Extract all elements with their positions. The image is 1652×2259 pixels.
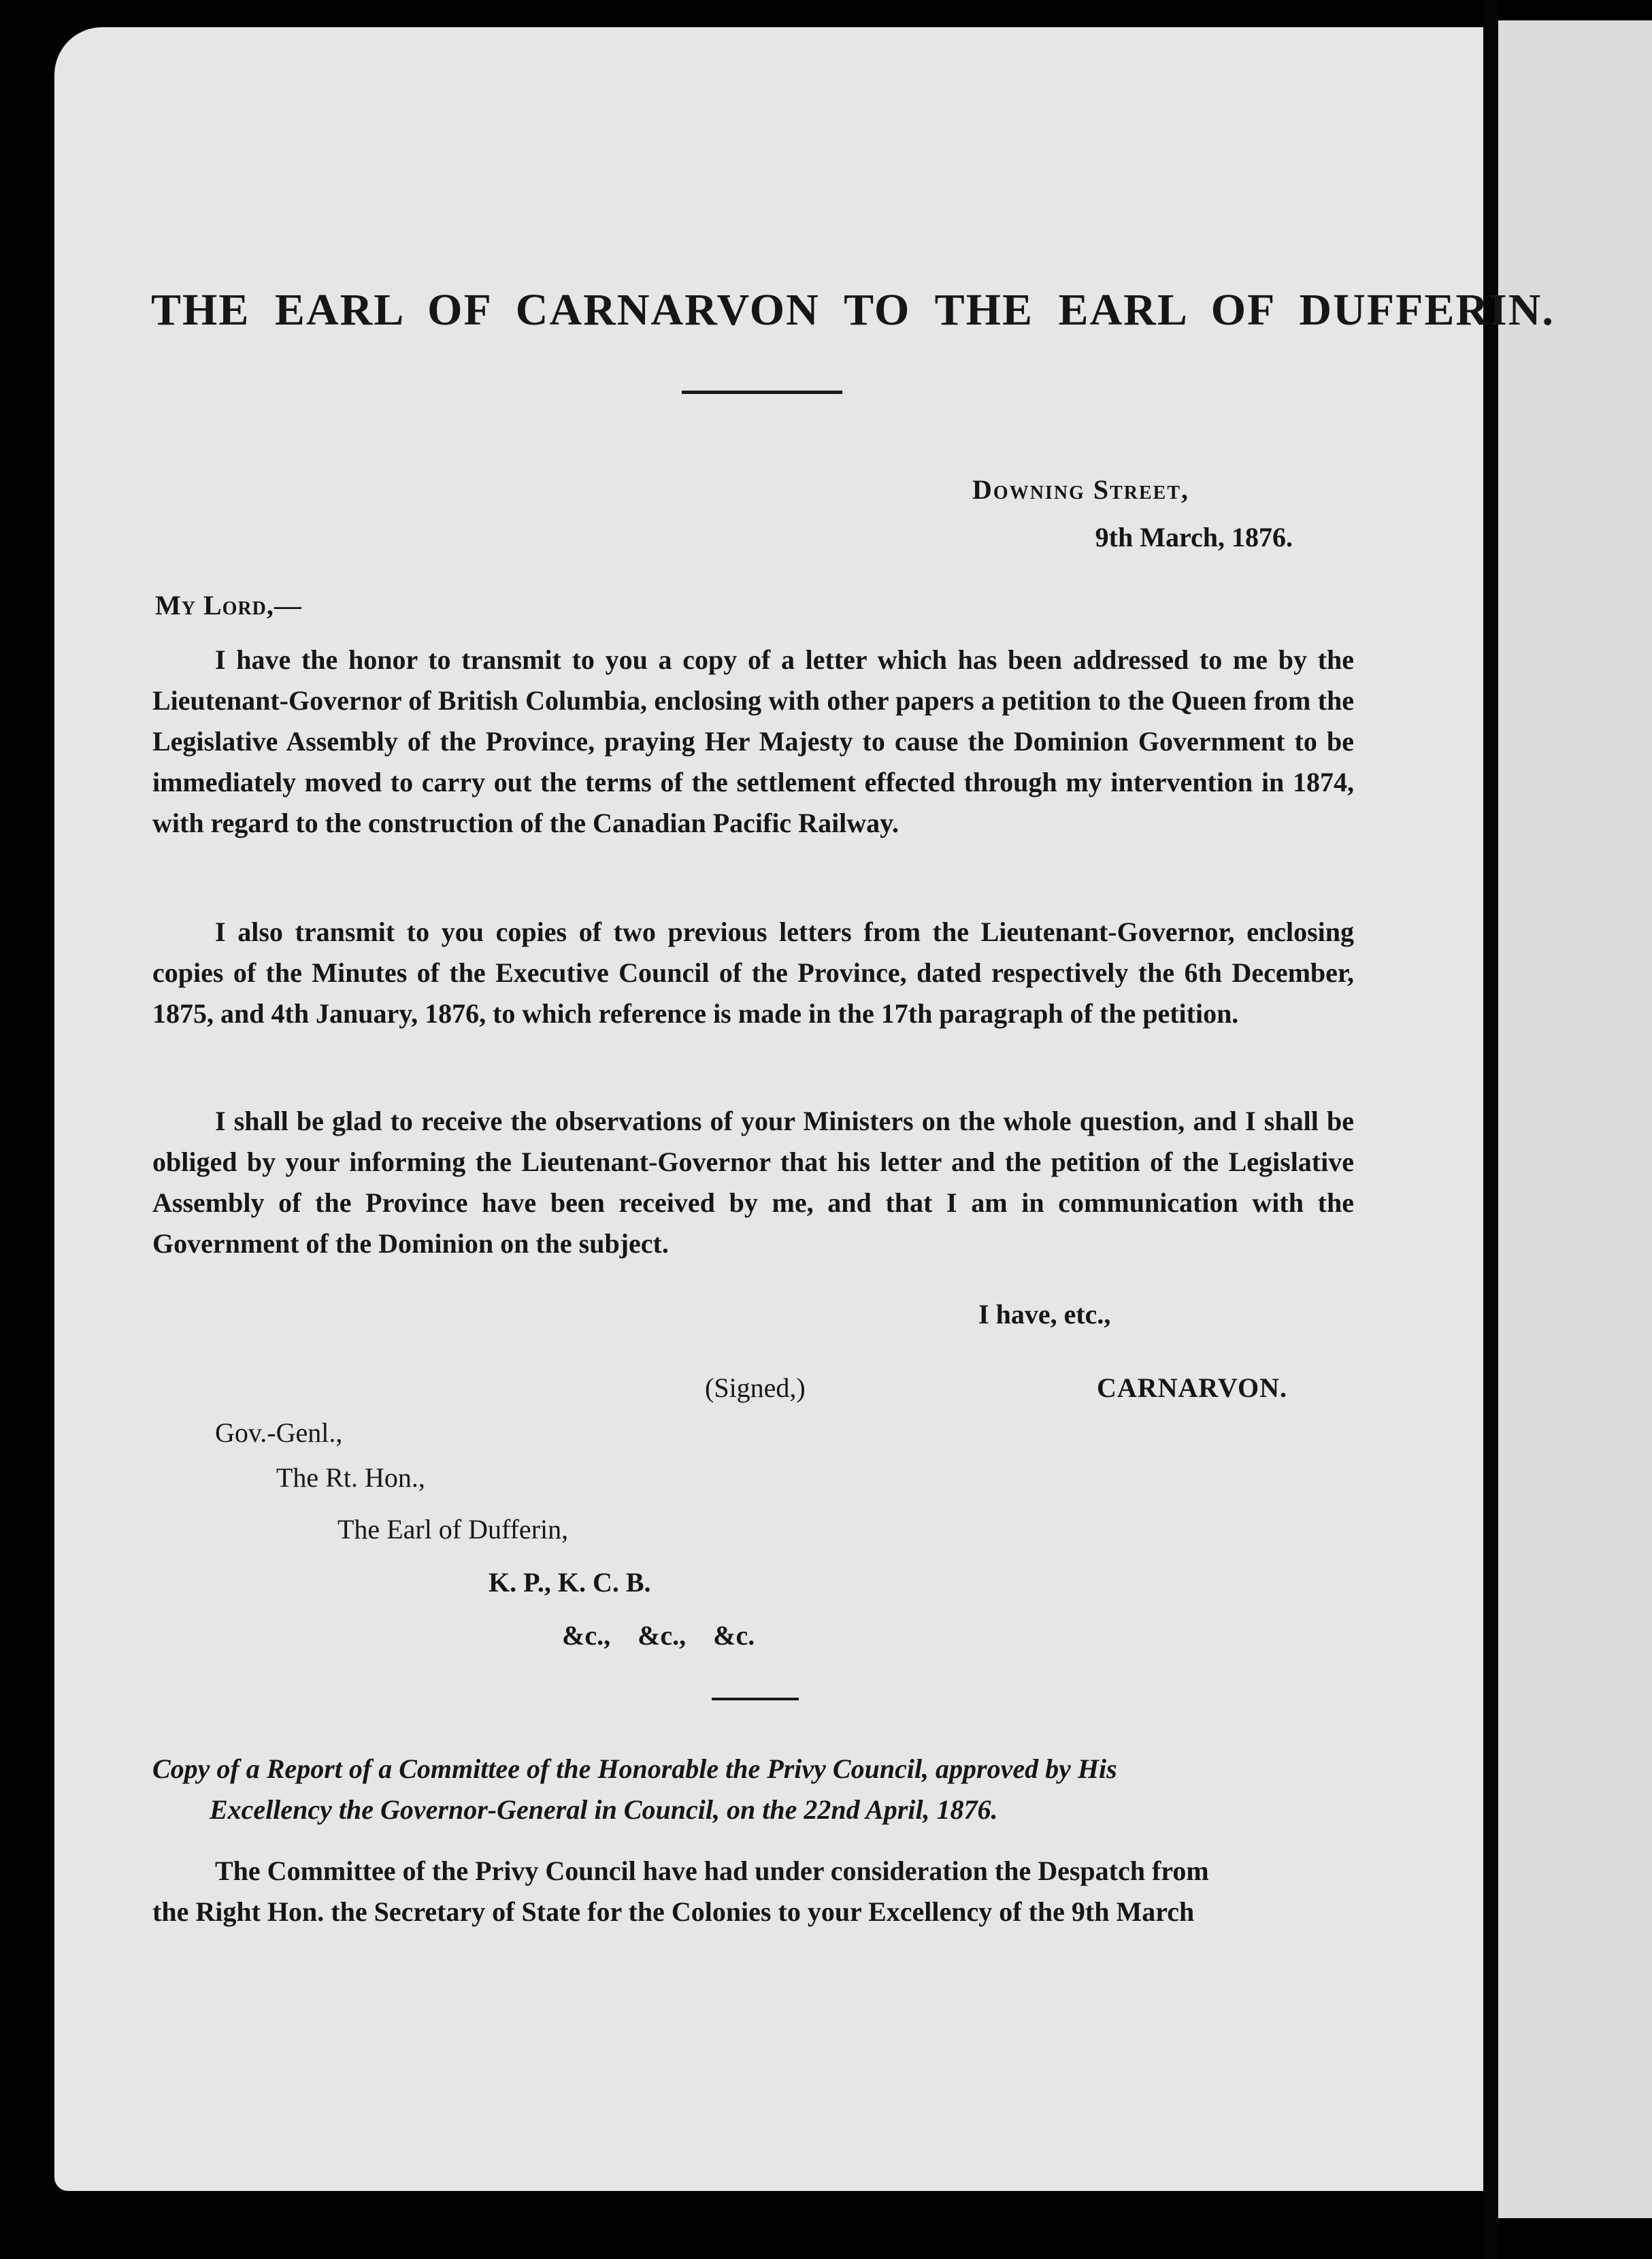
report-body-line-2: the Right Hon. the Secretary of State for the Colonies to your Excellency of the 9th March [152,1896,1195,1927]
salutation: My Lord,— [155,590,302,621]
closing-line: I have, etc., [978,1299,1111,1330]
address-street: Downing Street, [972,474,1189,505]
addressee-line-5: &c., &c., &c. [562,1620,755,1651]
title-divider [682,391,842,394]
report-heading [152,1749,1354,1830]
document-title: THE EARL OF CARNARVON TO THE EARL OF DUFFERIN. [151,285,1555,335]
report-paragraph [152,1851,1354,1932]
addressee-line-1: Gov.-Genl., [215,1417,343,1448]
letter-paragraph-3: I shall be glad to receive the observations of your Ministers on the whole question, and I shall be obliged by your informing the Lieutenant-Governor that his letter and the petition of the Legislative Assembly of the Province have been received by me, and that I am in communication with the Government of the Dominion on the subject. [152,1106,1354,1259]
letter-date: 9th March, 1876. [1095,522,1293,553]
addressee-line-3: The Earl of Dufferin, [337,1514,569,1545]
addressee-line-4: K. P., K. C. B. [489,1567,651,1598]
section-divider [712,1698,799,1700]
letter-paragraph-2: I also transmit to you copies of two previous letters from the Lieutenant-Governor, enclosing copies of the Minutes of the Executive Council of the Province, dated respectively the 6th December, 1875, and 4th January, 1876, to which reference is made in the 17th paragraph of the petition. [152,917,1354,1029]
addressee-line-2: The Rt. Hon., [276,1462,425,1493]
report-body-line-1: The Committee of the Privy Council have had under consideration the Despatch from [215,1856,1209,1886]
report-heading-line-1: Copy of a Report of a Committee of the Honorable the Privy Council, approved by His [152,1753,1117,1784]
signer-name: CARNARVON. [1097,1372,1287,1403]
signed-label: (Signed,) [705,1372,806,1403]
letter-paragraph-1: I have the honor to transmit to you a copy of a letter which has been addressed to me by the Lieutenant-Governor of British Columbia, enclosing with other papers a petition to the Queen from the Legislative Assembly of the Province, praying Her Majesty to cause the Dominion Government to be immediately moved to carry out the terms of the settlement effected through my intervention in 1874, with regard to the construction of the Canadian Pacific Railway. [152,644,1354,838]
report-heading-line-2: Excellency the Governor-General in Council, on the 22nd April, 1876. [210,1794,998,1825]
